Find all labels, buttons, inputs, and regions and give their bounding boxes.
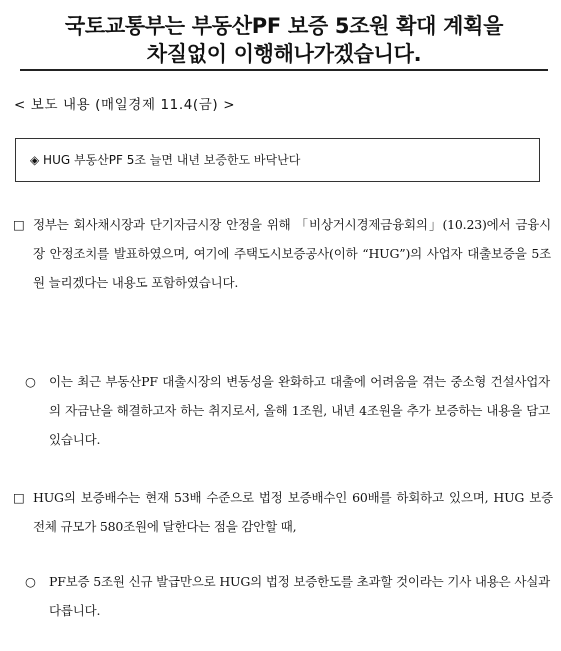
paragraph-text: PF보증 5조원 신규 발급만으로 HUG의 법정 보증한도를 초과할 것이라는 기사 내용은 사실과 다릅니다. bbox=[49, 574, 550, 618]
square-bullet-icon: □ bbox=[13, 490, 25, 505]
title-divider bbox=[20, 69, 548, 71]
paragraph-fact-check bbox=[25, 567, 550, 625]
headline-summary-text: ◈ HUG 부동산PF 5조 늘면 내년 보증한도 바닥난다 bbox=[30, 153, 301, 167]
title-line-2: 차질없이 이행해나가겠습니다. bbox=[146, 42, 422, 66]
paragraph-text: 정부는 회사채시장과 단기자금시장 안정을 위해 「비상거시경제금융회의」(10.23)에서 금융시장 안정조치를 발표하였으며, 여기에 주택도시보증공사(이하 “HUG”)의 사업자 대출보증을 5조원 늘리겠다는 내용도 포함하였습니다. bbox=[33, 217, 551, 290]
circle-bullet-icon: ○ bbox=[25, 374, 36, 389]
press-release-title bbox=[20, 12, 548, 68]
paragraph-text: 이는 최근 부동산PF 대출시장의 변동성을 완화하고 대출에 어려움을 겪는 중소형 건설사업자의 자금난을 해결하고자 하는 취지로서, 올해 1조원, 내년 4조원을 추가 보증하는 내용을 담고 있습니다. bbox=[49, 374, 550, 447]
paragraph-text: HUG의 보증배수는 현재 53배 수준으로 법정 보증배수인 60배를 하회하고 있으며, HUG 보증 전체 규모가 580조원에 달한다는 점을 감안할 때, bbox=[33, 490, 553, 534]
square-bullet-icon: □ bbox=[13, 217, 25, 232]
paragraph-guarantee-multiple bbox=[13, 483, 553, 541]
paragraph-government-measures bbox=[13, 210, 551, 297]
paragraph-purpose bbox=[25, 367, 550, 454]
news-source-line: < 보도 내용 (매일경제 11.4(금) > bbox=[14, 97, 236, 113]
title-line-1: 국토교통부는 부동산PF 보증 5조원 확대 계획을 bbox=[64, 14, 504, 38]
headline-summary-box bbox=[15, 138, 540, 182]
circle-bullet-icon: ○ bbox=[25, 574, 36, 589]
